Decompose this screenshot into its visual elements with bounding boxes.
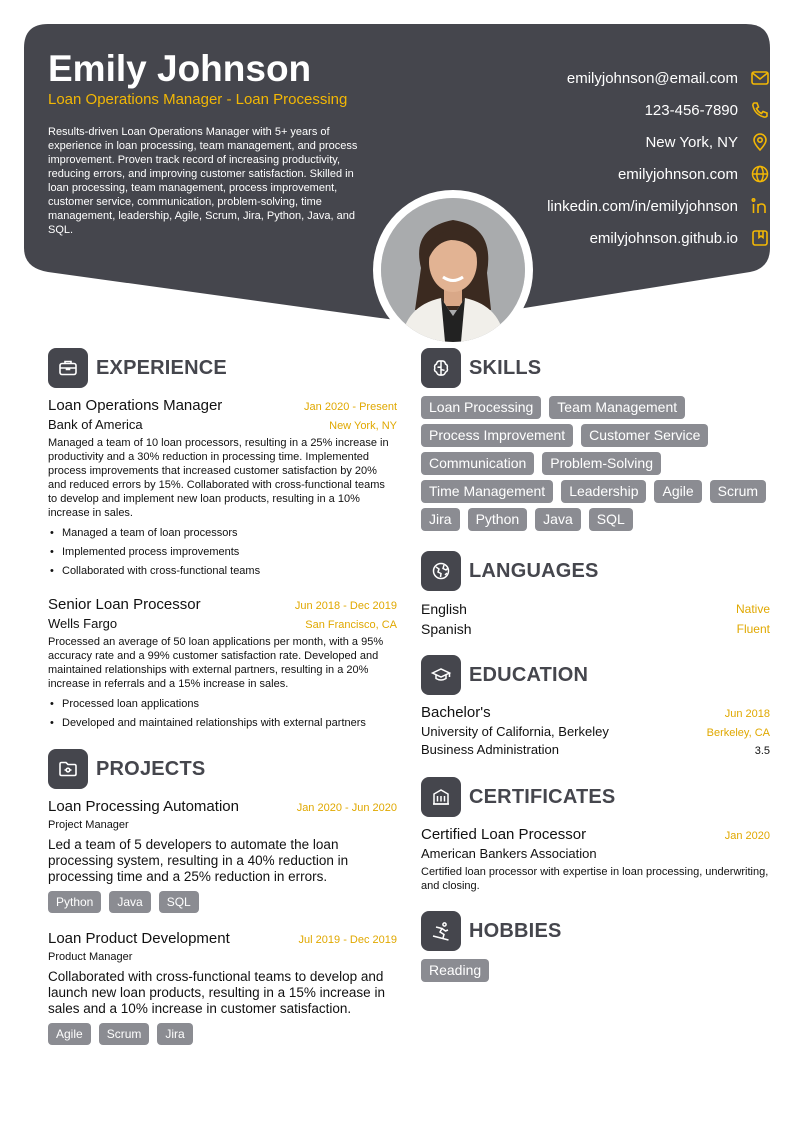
skill-tag: Time Management <box>421 480 553 503</box>
bookmark-icon <box>750 228 770 248</box>
skill-tag: Agile <box>654 480 701 503</box>
degree: Bachelor's <box>421 704 491 721</box>
certificate-name: Certified Loan Processor <box>421 826 587 843</box>
education-title: EDUCATION <box>469 663 589 686</box>
project-title: Loan Product Development <box>48 930 230 947</box>
hobbies-title: HOBBIES <box>469 919 562 942</box>
skill-tag: Jira <box>421 508 460 531</box>
job-bullets <box>48 695 397 733</box>
job-location: San Francisco, CA <box>305 619 397 631</box>
certificate-description: Certified loan processor with expertise in loan processing, underwriting, and closing. <box>421 866 769 892</box>
certificates-header <box>421 777 770 817</box>
graduation-cap-icon <box>421 655 461 695</box>
project-tag: Python <box>48 891 101 913</box>
job-bullet: • Collaborated with cross-functional teams <box>48 562 397 581</box>
language-level: Native <box>735 602 770 616</box>
project-tag: Java <box>109 891 150 913</box>
project-item <box>48 797 397 913</box>
skill-tag: Team Management <box>549 396 685 419</box>
certificate-item <box>421 825 770 893</box>
language-row <box>421 599 770 619</box>
job-description: Managed a team of 10 loan processors, resulting in a 25% increase in productivity and a 30% reduction in processing time. Implemented process improvements that increased customer satisfaction by 20% and reduced errors by 15%. Collaborated with cross-functional teams to develop and implement new loan products, resulting in a 10% increase in sales. <box>48 437 389 519</box>
project-role: Product Manager <box>48 951 133 963</box>
skill-tag: Process Improvement <box>421 424 573 447</box>
contact-email-text[interactable]: emilyjohnson@email.com <box>566 69 738 87</box>
right-column <box>421 348 770 982</box>
language-name: Spanish <box>421 621 472 637</box>
skill-tag: Loan Processing <box>421 396 541 419</box>
language-icon <box>421 551 461 591</box>
job-date: Jun 2018 - Dec 2019 <box>294 600 397 612</box>
project-date: Jul 2019 - Dec 2019 <box>298 934 397 946</box>
skills-title: SKILLS <box>469 356 542 379</box>
skill-tag: Scrum <box>710 480 766 503</box>
project-title: Loan Processing Automation <box>48 798 239 815</box>
mail-icon <box>750 68 770 88</box>
project-item <box>48 929 397 1045</box>
project-tag: Scrum <box>99 1023 150 1045</box>
project-tag: SQL <box>159 891 199 913</box>
hobby-tag: Reading <box>421 959 489 982</box>
job-location: New York, NY <box>329 420 397 432</box>
skill-tag: Communication <box>421 452 534 475</box>
folder-icon <box>48 749 88 789</box>
experience-item <box>48 396 397 581</box>
languages-header <box>421 551 770 591</box>
school: University of California, Berkeley <box>421 724 609 739</box>
project-tag: Jira <box>157 1023 192 1045</box>
job-company: Bank of America <box>48 417 143 432</box>
projects-header <box>48 749 397 789</box>
contact-phone[interactable] <box>440 94 770 126</box>
linkedin-icon <box>750 196 770 216</box>
skiing-icon <box>421 911 461 951</box>
skill-tag: Customer Service <box>581 424 708 447</box>
profile-photo <box>373 190 533 350</box>
projects-title: PROJECTS <box>96 757 206 780</box>
building-icon <box>421 777 461 817</box>
language-level: Fluent <box>736 622 770 636</box>
skill-tag: SQL <box>589 508 633 531</box>
skill-tag: Problem-Solving <box>542 452 661 475</box>
school-location: Berkeley, CA <box>706 727 770 739</box>
languages-title: LANGUAGES <box>469 559 599 582</box>
certificate-issuer: American Bankers Association <box>421 846 597 861</box>
phone-icon <box>750 100 770 120</box>
project-tag: Agile <box>48 1023 91 1045</box>
project-tags <box>48 1023 397 1045</box>
language-row <box>421 619 770 639</box>
briefcase-icon <box>48 348 88 388</box>
education-item <box>421 703 770 759</box>
job-company: Wells Fargo <box>48 616 118 631</box>
project-description: Led a team of 5 developers to automate the loan processing system, resulting in a 40% reduction in processing time and a 25% reduction in errors. <box>48 837 349 884</box>
skill-tag: Python <box>468 508 528 531</box>
hobby-tags <box>421 959 770 982</box>
contact-location <box>440 126 770 158</box>
hobbies-header <box>421 911 770 951</box>
job-date: Jan 2020 - Present <box>304 401 397 413</box>
contact-github-text[interactable]: emilyjohnson.github.io <box>589 229 738 247</box>
job-bullet: • Processed loan applications <box>48 695 397 714</box>
skills-header <box>421 348 770 388</box>
project-description: Collaborated with cross-functional teams to develop and launch new loan products, resulting in a 15% increase in sales and a 10% increase in customer satisfaction. <box>48 969 385 1016</box>
location-pin-icon <box>750 132 770 152</box>
job-description: Processed an average of 50 loan applications per month, with a 95% accuracy rate and a 99% customer satisfaction rate. Developed and maintained relationships with external partners, resulting in a 20% increase in referrals and a 15% increase in sales. <box>48 636 384 690</box>
experience-header <box>48 348 397 388</box>
education-header <box>421 655 770 695</box>
contact-website-text[interactable]: emilyjohnson.com <box>617 165 738 183</box>
project-date: Jan 2020 - Jun 2020 <box>296 802 397 814</box>
contact-phone-text[interactable]: 123-456-7890 <box>644 101 738 119</box>
experience-title: EXPERIENCE <box>96 356 227 379</box>
candidate-name: Emily Johnson <box>48 48 312 89</box>
summary-text: Results-driven Loan Operations Manager with 5+ years of experience in loan processing, team management, and process improvement. Proven track record of increasing productivity, reducing errors, and improving customer satisfaction. Skilled in loan processing, team management, process improvement, customer service, communication, problem-solving, time management, leadership, Agile, Scrum, Jira, Python, Java, and SQL. <box>48 126 358 236</box>
job-title: Loan Operations Manager <box>48 397 223 414</box>
field-of-study: Business Administration <box>421 742 560 757</box>
skill-tag: Java <box>535 508 581 531</box>
job-bullets <box>48 524 397 581</box>
language-name: English <box>421 601 467 617</box>
brain-icon <box>421 348 461 388</box>
gpa: 3.5 <box>754 745 770 757</box>
contact-email[interactable] <box>440 62 770 94</box>
left-column <box>48 348 397 1045</box>
project-role: Project Manager <box>48 819 129 831</box>
certificates-title: CERTIFICATES <box>469 785 616 808</box>
contact-linkedin-text[interactable]: linkedin.com/in/emilyjohnson <box>547 197 738 215</box>
experience-item <box>48 595 397 733</box>
contact-location-text: New York, NY <box>645 133 738 151</box>
candidate-role: Loan Operations Manager - Loan Processing <box>48 91 348 108</box>
skill-tag: Leadership <box>561 480 646 503</box>
project-tags <box>48 891 397 913</box>
portrait-image <box>381 198 525 342</box>
job-bullet: • Developed and maintained relationships with external partners <box>48 714 397 733</box>
skills-tags <box>421 396 770 531</box>
certificate-date: Jan 2020 <box>724 830 770 842</box>
job-title: Senior Loan Processor <box>48 596 201 613</box>
job-bullet: • Managed a team of loan processors <box>48 524 397 543</box>
job-bullet: • Implemented process improvements <box>48 543 397 562</box>
contact-website[interactable] <box>440 158 770 190</box>
education-date: Jun 2018 <box>724 708 770 720</box>
globe-icon <box>750 164 770 184</box>
